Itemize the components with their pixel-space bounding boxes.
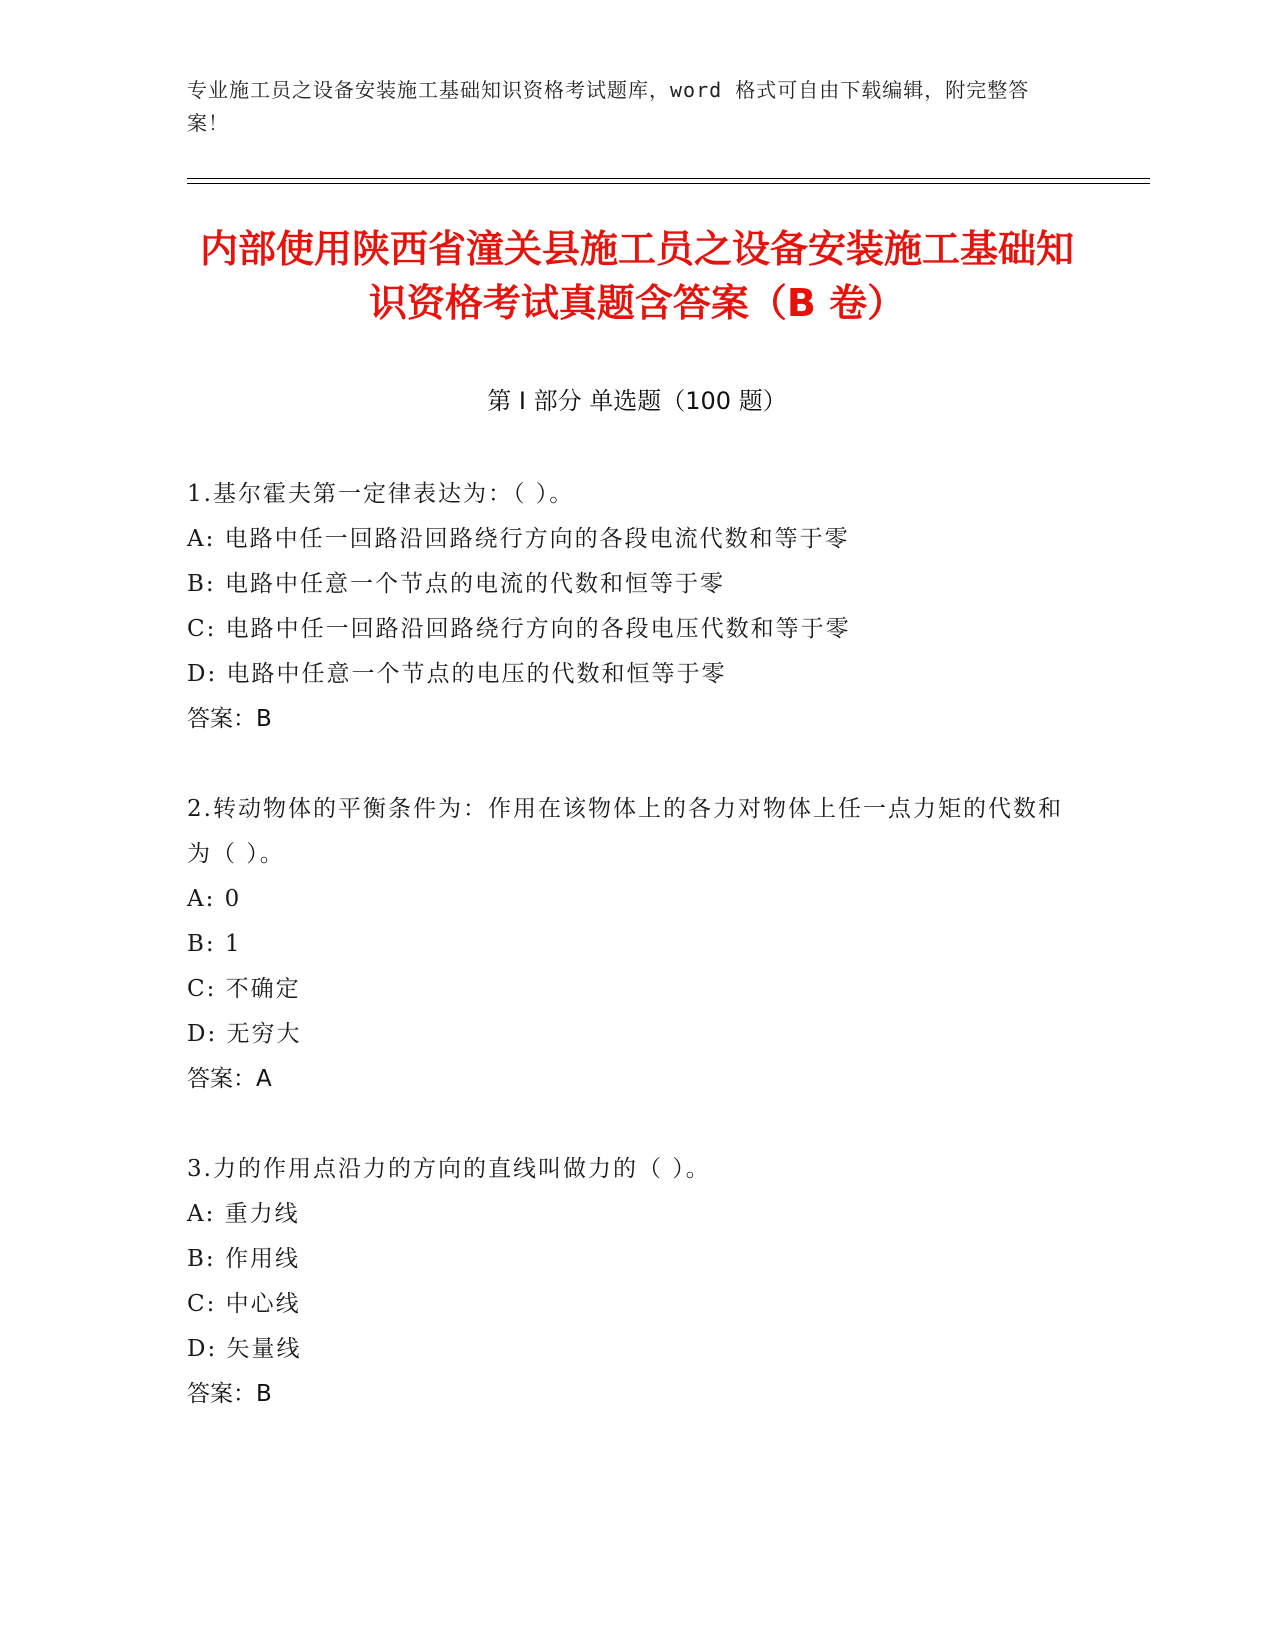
option-a: A: 重力线 bbox=[187, 1201, 300, 1227]
option-b: B: 作用线 bbox=[187, 1246, 300, 1272]
option-c: C: 电路中任一回路沿回路绕行方向的各段电压代数和等于零 bbox=[187, 616, 851, 642]
section-heading: 第 I 部分 单选题（100 题） bbox=[487, 387, 787, 415]
answer: 答案：B bbox=[187, 706, 272, 732]
option-b: B: 1 bbox=[187, 931, 242, 957]
option-b: B: 电路中任意一个节点的电流的代数和恒等于零 bbox=[187, 571, 725, 597]
option-c: C: 不确定 bbox=[187, 976, 301, 1002]
question-stem: 2.转动物体的平衡条件为：作用在该物体上的各力对物体上任一点力矩的代数和为（ ）。 bbox=[187, 796, 1063, 867]
question-list bbox=[187, 472, 1067, 1462]
document-title: 内部使用陕西省潼关县施工员之设备安装施工基础知识资格考试真题含答案（B 卷） bbox=[199, 227, 1074, 325]
question-stem: 1.基尔霍夫第一定律表达为：（ ）。 bbox=[187, 481, 575, 507]
question-stem: 3.力的作用点沿力的方向的直线叫做力的（ ）。 bbox=[187, 1156, 711, 1182]
header-rule-bottom bbox=[187, 183, 1150, 184]
option-d: D: 矢量线 bbox=[187, 1336, 302, 1362]
answer: 答案：B bbox=[187, 1381, 272, 1407]
question-3 bbox=[187, 1147, 1067, 1417]
option-c: C: 中心线 bbox=[187, 1291, 301, 1317]
option-d: D: 电路中任意一个节点的电压的代数和恒等于零 bbox=[187, 661, 727, 687]
option-a: A: 0 bbox=[187, 886, 242, 912]
option-d: D: 无穷大 bbox=[187, 1021, 302, 1047]
question-2 bbox=[187, 787, 1067, 1102]
header-note: 专业施工员之设备安装施工基础知识资格考试题库，word 格式可自由下载编辑，附完整答案！ bbox=[187, 78, 1030, 135]
answer: 答案：A bbox=[187, 1066, 272, 1092]
question-1 bbox=[187, 472, 1067, 742]
option-a: A: 电路中任一回路沿回路绕行方向的各段电流代数和等于零 bbox=[187, 526, 850, 552]
header-rule-top bbox=[187, 178, 1150, 179]
